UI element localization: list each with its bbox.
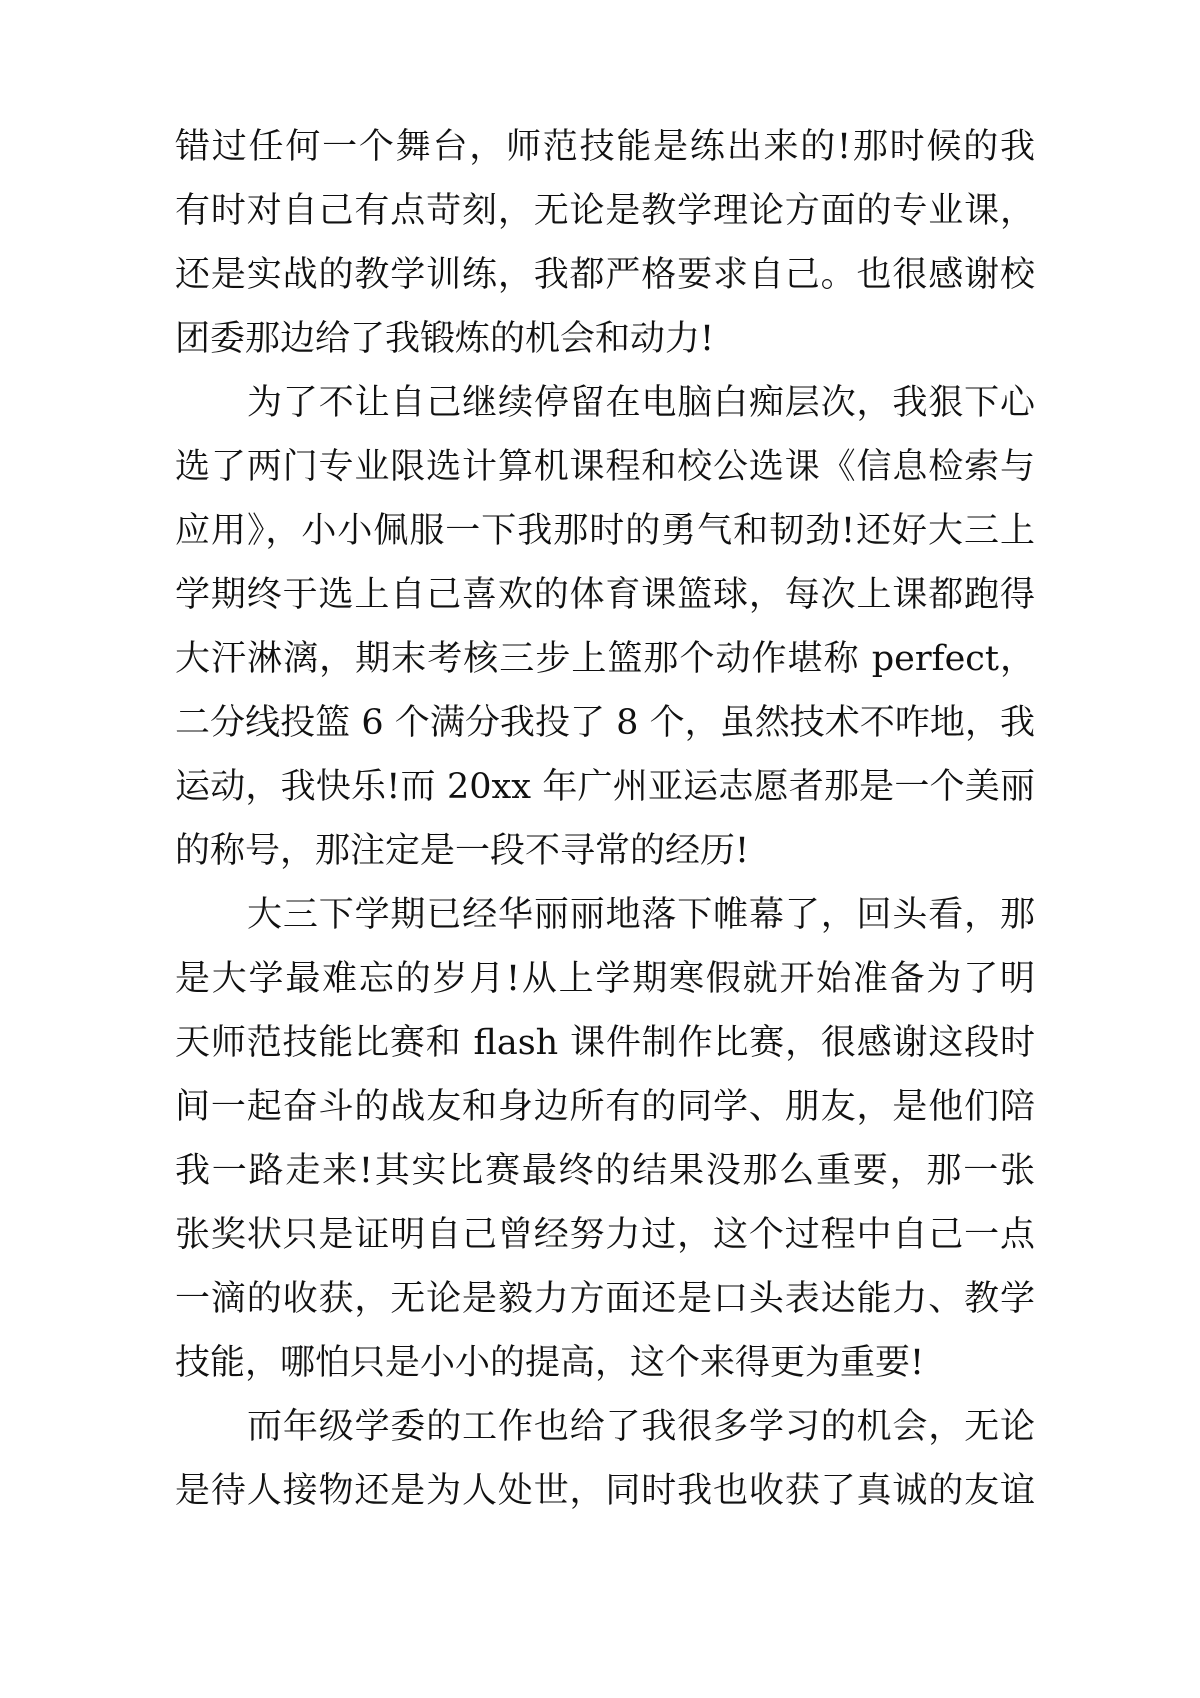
text-line: 二分线投篮 6 个满分我投了 8 个，虽然技术不咋地，我 [175, 703, 1035, 743]
paragraph-2 [175, 371, 1035, 883]
text-line: 有时对自己有点苛刻，无论是教学理论方面的专业课， [175, 191, 1035, 231]
paragraph-4 [175, 1395, 1035, 1523]
text-line: 错过任何一个舞台，师范技能是练出来的!那时候的我 [175, 127, 1035, 167]
text-line: 一滴的收获，无论是毅力方面还是口头表达能力、教学 [175, 1279, 1035, 1319]
text-line: 技能，哪怕只是小小的提高，这个来得更为重要! [175, 1343, 925, 1383]
document-body [175, 115, 1035, 1523]
text-line: 是大学最难忘的岁月!从上学期寒假就开始准备为了明 [175, 959, 1035, 999]
text-line: 学期终于选上自己喜欢的体育课篮球，每次上课都跑得 [175, 575, 1035, 615]
text-line: 张奖状只是证明自己曾经努力过，这个过程中自己一点 [175, 1215, 1035, 1255]
text-line: 是待人接物还是为人处世，同时我也收获了真诚的友谊 [175, 1471, 1035, 1511]
text-line: 我一路走来!其实比赛最终的结果没那么重要，那一张 [175, 1151, 1035, 1191]
text-line: 大汗淋漓，期末考核三步上篮那个动作堪称 perfect， [175, 639, 1035, 679]
text-line: 而年级学委的工作也给了我很多学习的机会，无论 [247, 1407, 1035, 1447]
text-line: 运动，我快乐!而 20xx 年广州亚运志愿者那是一个美丽 [175, 767, 1035, 807]
text-line: 大三下学期已经华丽丽地落下帷幕了，回头看，那 [247, 895, 1035, 935]
paragraph-3 [175, 883, 1035, 1395]
text-line: 还是实战的教学训练，我都严格要求自己。也很感谢校 [175, 255, 1035, 295]
text-line: 选了两门专业限选计算机课程和校公选课《信息检索与 [175, 447, 1035, 487]
text-line: 天师范技能比赛和 flash 课件制作比赛，很感谢这段时 [175, 1023, 1035, 1063]
text-line: 为了不让自己继续停留在电脑白痴层次，我狠下心 [247, 383, 1035, 423]
text-line: 应用》，小小佩服一下我那时的勇气和韧劲!还好大三上 [175, 511, 1035, 551]
text-line: 团委那边给了我锻炼的机会和动力! [175, 319, 715, 359]
paragraph-1 [175, 115, 1035, 371]
text-line: 间一起奋斗的战友和身边所有的同学、朋友，是他们陪 [175, 1087, 1035, 1127]
text-line: 的称号，那注定是一段不寻常的经历! [175, 831, 750, 871]
